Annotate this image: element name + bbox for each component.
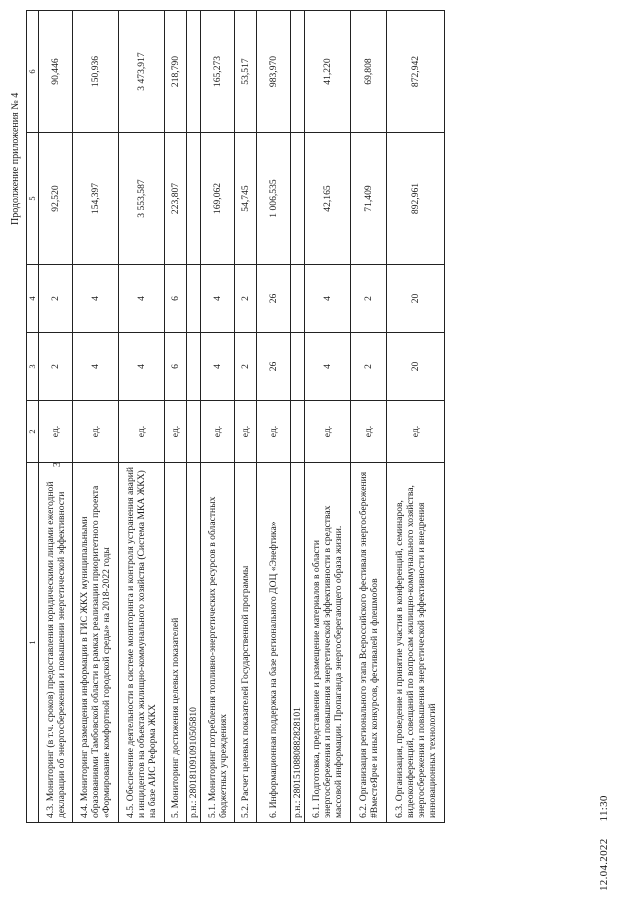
- activity-name-cell: 6.1. Подготовка, представление и размещение материалов в области энергосбережения и повышения энергетической эффективности в средствах массовой информации. Пропаганда энергосберегающего образа жизни.: [305, 463, 351, 823]
- activity-name-cell: 4.4. Мониторинг размещения информации в ГИС ЖКХ муниципальными образованиями Тамбовской области в рамках реализации приоритетного проекта «Формирование комфортной городской среды» на 2018-2022 годы: [73, 463, 119, 823]
- col4-cell: [291, 265, 305, 333]
- col4-cell: 6: [165, 265, 187, 333]
- col6-cell: 150,936: [73, 11, 119, 133]
- unit-cell: ед.: [257, 401, 291, 463]
- activity-name-cell: р.н.: 2801510880882828101: [291, 463, 305, 823]
- col6-cell: 53,517: [235, 11, 257, 133]
- activity-name-cell: 6.3. Организация, проведение и принятие участия в конференций, семинаров, видеоконференций, совещаний по вопросам жилищно-коммунального хозяйства, энергосбережения и повышения энергетической эффективности и внедрения инновационных технологий: [387, 463, 445, 823]
- column-number-6: 6: [27, 11, 39, 133]
- unit-cell: [187, 401, 201, 463]
- col6-cell: 69,808: [351, 11, 387, 133]
- col4-cell: 4: [119, 265, 165, 333]
- unit-cell: ед.: [73, 401, 119, 463]
- page-number: 3: [52, 462, 63, 467]
- unit-cell: ед.: [387, 401, 445, 463]
- unit-cell: ед.: [351, 401, 387, 463]
- col6-cell: 90,446: [39, 11, 73, 133]
- unit-cell: ед.: [305, 401, 351, 463]
- col4-cell: 4: [73, 265, 119, 333]
- col4-cell: 4: [305, 265, 351, 333]
- col4-cell: 2: [351, 265, 387, 333]
- activity-name-cell: 6. Информационная поддержка на базе регионального ДОЦ «Энефтика»: [257, 463, 291, 823]
- table-row: [291, 11, 305, 823]
- print-timestamp: [598, 795, 610, 891]
- col5-cell: 223,807: [165, 133, 187, 265]
- col5-cell: 54,745: [235, 133, 257, 265]
- column-number-2: 2: [27, 401, 39, 463]
- table-row: [165, 11, 187, 823]
- column-number-row: [27, 11, 39, 823]
- print-time: 11:30: [598, 795, 610, 822]
- col4-cell: 4: [201, 265, 235, 333]
- unit-cell: [291, 401, 305, 463]
- col5-cell: [291, 133, 305, 265]
- col4-cell: 26: [257, 265, 291, 333]
- unit-cell: ед.: [201, 401, 235, 463]
- unit-cell: ед.: [39, 401, 73, 463]
- table-row: [201, 11, 235, 823]
- col5-cell: 169,062: [201, 133, 235, 265]
- col6-cell: 3 473,917: [119, 11, 165, 133]
- appendix-label: Продолжение приложения № 4: [10, 92, 21, 225]
- unit-cell: ед.: [119, 401, 165, 463]
- table-header: [27, 11, 39, 823]
- col4-cell: 20: [387, 265, 445, 333]
- col6-cell: 872,942: [387, 11, 445, 133]
- report-table: [26, 10, 445, 823]
- col3-cell: [187, 333, 201, 401]
- column-number-5: 5: [27, 133, 39, 265]
- col3-cell: 26: [257, 333, 291, 401]
- col4-cell: 2: [39, 265, 73, 333]
- activity-name-cell: 4.3. Мониторинг (в т.ч. сроков) предоставления юридическими лицами ежегодной декларации об энергосбережении и повышении энергетической эффективности: [39, 463, 73, 823]
- col5-cell: [187, 133, 201, 265]
- column-number-4: 4: [27, 265, 39, 333]
- col3-cell: 6: [165, 333, 187, 401]
- print-date: 12.04.2022: [598, 838, 610, 891]
- col6-cell: [187, 11, 201, 133]
- activity-name-cell: 6.2. Организация регионального этапа Всероссийского фестиваля энергосбережения #ВместеЯрче и иных конкурсов, фестивалей и флешмобов: [351, 463, 387, 823]
- activity-name-cell: р.н.: 2801810910910505810: [187, 463, 201, 823]
- column-number-1: 1: [27, 463, 39, 823]
- col5-cell: 42,165: [305, 133, 351, 265]
- table-row: [351, 11, 387, 823]
- col3-cell: 2: [351, 333, 387, 401]
- table-row: [387, 11, 445, 823]
- table-row: [119, 11, 165, 823]
- col3-cell: 4: [305, 333, 351, 401]
- col3-cell: 2: [235, 333, 257, 401]
- col4-cell: [187, 265, 201, 333]
- unit-cell: ед.: [235, 401, 257, 463]
- col5-cell: 92,520: [39, 133, 73, 265]
- col3-cell: 2: [39, 333, 73, 401]
- col5-cell: 1 006,535: [257, 133, 291, 265]
- activity-name-cell: 4.5. Обеспечение деятельности в системе мониторинга и контроля устранения аварий и инцидентов на объектах жилищно-коммунального хозяйства (Система МКА ЖКХ) на базе АИС Реформа ЖКХ: [119, 463, 165, 823]
- table-row: [39, 11, 73, 823]
- col6-cell: 41,220: [305, 11, 351, 133]
- activity-name-cell: 5.2. Расчет целевых показателей Государственной программы: [235, 463, 257, 823]
- col6-cell: 218,790: [165, 11, 187, 133]
- col3-cell: 4: [119, 333, 165, 401]
- activity-name-cell: 5. Мониторинг достижения целевых показателей: [165, 463, 187, 823]
- table-row: [73, 11, 119, 823]
- col3-cell: [291, 333, 305, 401]
- table-body: [39, 11, 445, 823]
- col6-cell: 983,970: [257, 11, 291, 133]
- table-row: [305, 11, 351, 823]
- column-number-3: 3: [27, 333, 39, 401]
- table-row: [187, 11, 201, 823]
- col3-cell: 20: [387, 333, 445, 401]
- col5-cell: 892,961: [387, 133, 445, 265]
- col5-cell: 71,409: [351, 133, 387, 265]
- col3-cell: 4: [201, 333, 235, 401]
- unit-cell: ед.: [165, 401, 187, 463]
- activity-name-cell: 5.1. Мониторинг потребления топливно-энергетических ресурсов в областных бюджетных учреждениях: [201, 463, 235, 823]
- col5-cell: 154,397: [73, 133, 119, 265]
- col6-cell: [291, 11, 305, 133]
- col6-cell: 165,273: [201, 11, 235, 133]
- table-row: [235, 11, 257, 823]
- col5-cell: 3 553,587: [119, 133, 165, 265]
- table-row: [257, 11, 291, 823]
- col4-cell: 2: [235, 265, 257, 333]
- col3-cell: 4: [73, 333, 119, 401]
